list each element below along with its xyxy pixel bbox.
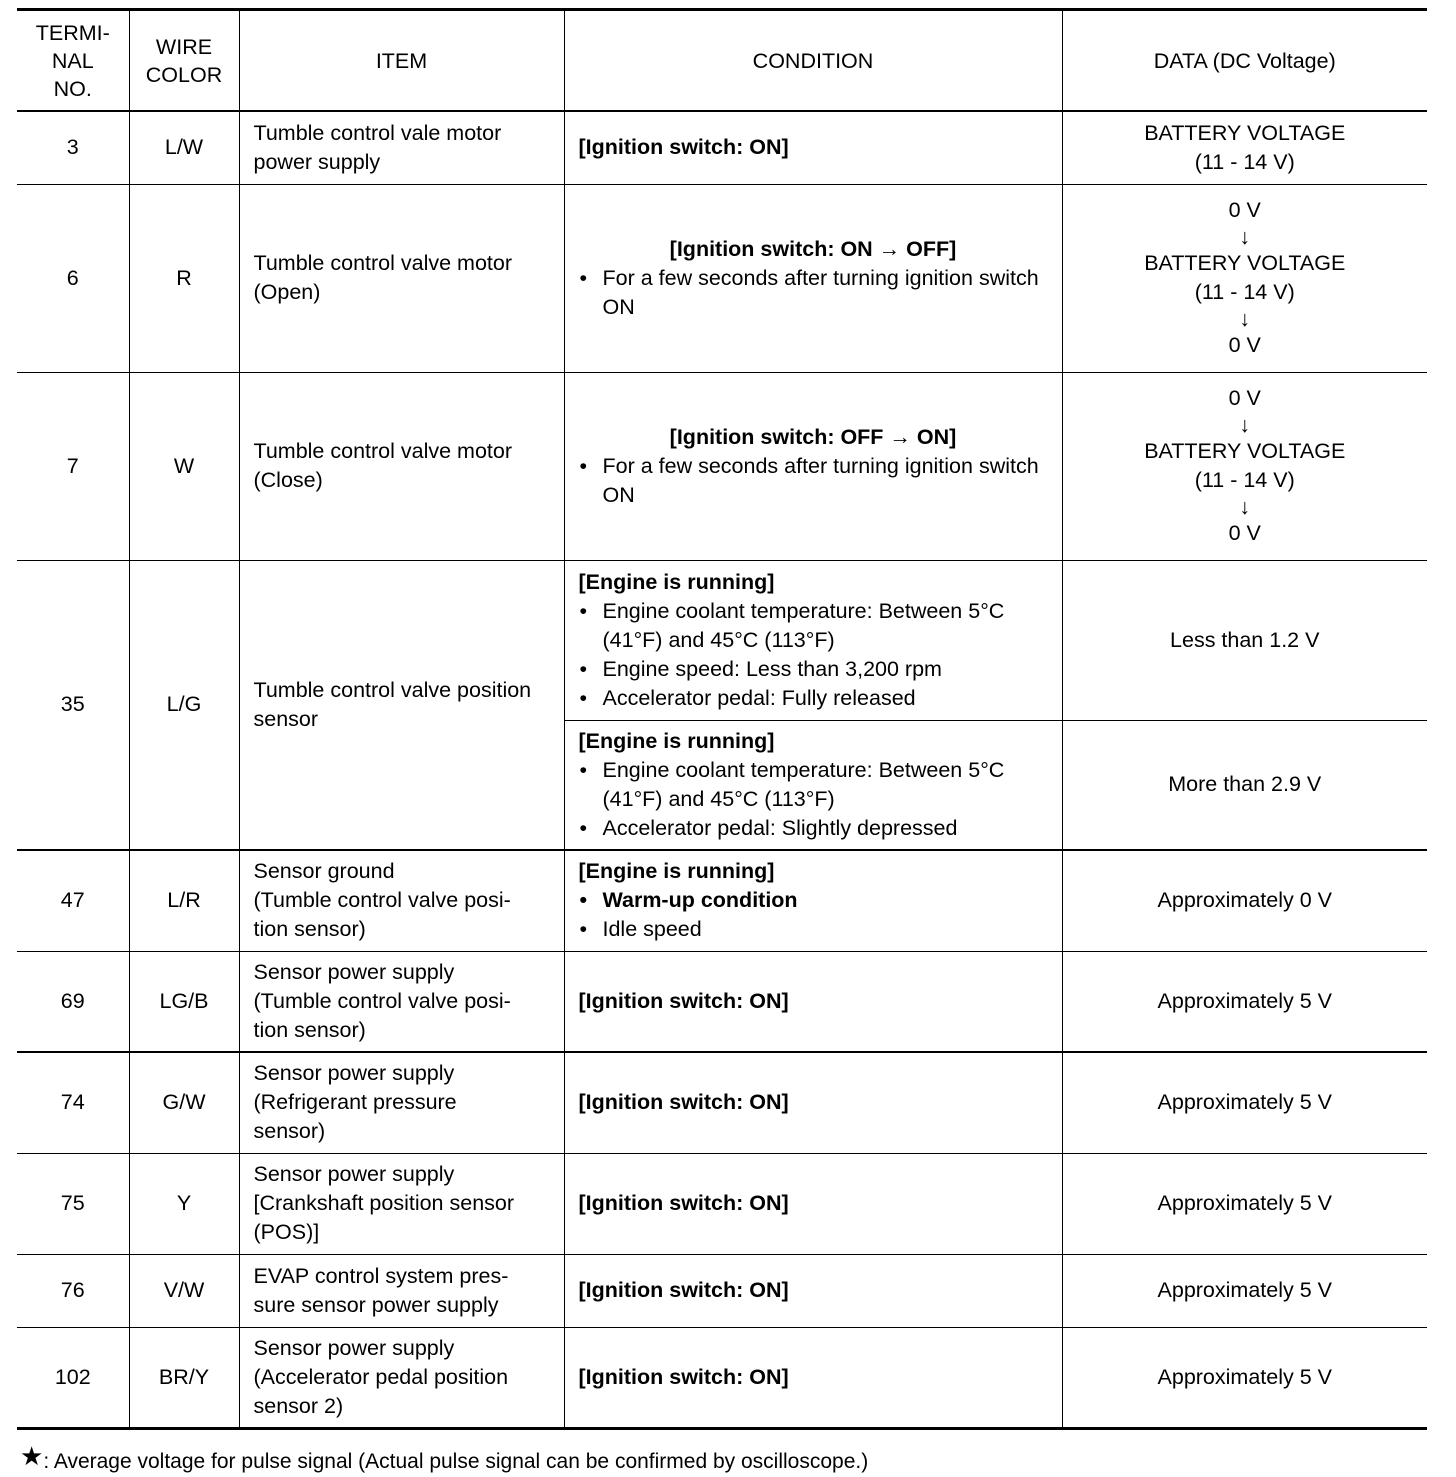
item-cell: Tumble control valve position sensor [239, 560, 564, 850]
terminal-cell: 6 [17, 184, 129, 372]
wire-color-cell: L/R [129, 850, 239, 951]
list-item: • For a few seconds after turning ignition switch ON [579, 264, 1048, 322]
list-item: • Accelerator pedal: Fully released [579, 684, 1048, 713]
condition-list [579, 886, 1048, 944]
condition-cell: [Ignition switch: ON] [564, 111, 1062, 184]
data-cell: Approximately 5 V [1062, 951, 1427, 1052]
data-cell: Approximately 5 V [1062, 1153, 1427, 1254]
item-cell: Sensor power supply (Accelerator pedal position sensor 2) [239, 1327, 564, 1428]
table-row [17, 1153, 1427, 1254]
data-cell: More than 2.9 V [1062, 720, 1427, 850]
terminal-data-table [17, 8, 1427, 1430]
terminal-cell: 7 [17, 372, 129, 560]
wire-color-cell: G/W [129, 1052, 239, 1153]
item-cell: Sensor ground (Tumble control valve posi- tion sensor) [239, 850, 564, 951]
terminal-cell: 102 [17, 1327, 129, 1428]
list-item: • Idle speed [579, 915, 1048, 944]
data-cell: Approximately 5 V [1062, 1254, 1427, 1327]
data-cell: 0 V ↓ BATTERY VOLTAGE (11 - 14 V) ↓ 0 V [1062, 372, 1427, 560]
table-row [17, 850, 1427, 951]
condition-list [579, 452, 1048, 510]
data-cell: 0 V ↓ BATTERY VOLTAGE (11 - 14 V) ↓ 0 V [1062, 184, 1427, 372]
terminal-cell: 75 [17, 1153, 129, 1254]
condition-list [579, 756, 1048, 843]
footnote-text: : Average voltage for pulse signal (Actual pulse signal can be confirmed by oscilloscope.) [43, 1450, 869, 1473]
terminal-cell: 69 [17, 951, 129, 1052]
table-row [17, 560, 1427, 720]
condition-cell: [Ignition switch: ON] [564, 1052, 1062, 1153]
condition-cell: [Ignition switch: ON] [564, 1153, 1062, 1254]
condition-cell: [Engine is running] • Engine coolant temperature: Between 5°C (41°F) and 45°C (113°F) • Accelerator pedal: Slightly depressed [564, 720, 1062, 850]
item-cell: Sensor power supply (Tumble control valve posi- tion sensor) [239, 951, 564, 1052]
list-item: • Engine speed: Less than 3,200 rpm [579, 655, 1048, 684]
data-cell: Approximately 0 V [1062, 850, 1427, 951]
item-cell: Sensor power supply (Refrigerant pressure sensor) [239, 1052, 564, 1153]
wire-color-cell: W [129, 372, 239, 560]
table-row [17, 1254, 1427, 1327]
table-row [17, 1327, 1427, 1428]
wire-color-cell: R [129, 184, 239, 372]
wire-color-cell: LG/B [129, 951, 239, 1052]
data-cell: Approximately 5 V [1062, 1327, 1427, 1428]
condition-cell: [Engine is running] • Warm-up condition • Idle speed [564, 850, 1062, 951]
star-icon: ★ [20, 1441, 44, 1471]
terminal-cell: 76 [17, 1254, 129, 1327]
header-terminal-no: TERMI- NAL NO. [17, 10, 129, 112]
condition-cell: [Ignition switch: OFF → ON] • For a few seconds after turning ignition switch ON [564, 372, 1062, 560]
item-cell: Tumble control valve motor (Close) [239, 372, 564, 560]
wire-color-cell: L/G [129, 560, 239, 850]
data-cell: BATTERY VOLTAGE (11 - 14 V) [1062, 111, 1427, 184]
terminal-cell: 47 [17, 850, 129, 951]
terminal-cell: 74 [17, 1052, 129, 1153]
header-data: DATA (DC Voltage) [1062, 10, 1427, 112]
header-item: ITEM [239, 10, 564, 112]
footnote [20, 1441, 868, 1477]
wire-color-cell: BR/Y [129, 1327, 239, 1428]
terminal-cell: 35 [17, 560, 129, 850]
arrow-down-icon: ↓ [1239, 413, 1251, 437]
condition-list [579, 597, 1048, 713]
header-condition: CONDITION [564, 10, 1062, 112]
table-row [17, 184, 1427, 372]
item-cell: EVAP control system pres- sure sensor power supply [239, 1254, 564, 1327]
item-cell: Sensor power supply [Crankshaft position sensor (POS)] [239, 1153, 564, 1254]
list-item: • Engine coolant temperature: Between 5°C (41°F) and 45°C (113°F) [579, 597, 1048, 655]
header-wire-color: WIRE COLOR [129, 10, 239, 112]
item-cell: Tumble control vale motor power supply [239, 111, 564, 184]
table-row [17, 951, 1427, 1052]
item-cell: Tumble control valve motor (Open) [239, 184, 564, 372]
condition-cell: [Ignition switch: ON] [564, 1327, 1062, 1428]
condition-cell: [Ignition switch: ON → OFF] • For a few seconds after turning ignition switch ON [564, 184, 1062, 372]
terminal-cell: 3 [17, 111, 129, 184]
list-item: • For a few seconds after turning ignition switch ON [579, 452, 1048, 510]
header-row [17, 10, 1427, 112]
table-row [17, 1052, 1427, 1153]
condition-list [579, 264, 1048, 322]
arrow-down-icon: ↓ [1239, 495, 1251, 519]
wire-color-cell: V/W [129, 1254, 239, 1327]
wire-color-cell: Y [129, 1153, 239, 1254]
condition-cell: [Engine is running] • Engine coolant temperature: Between 5°C (41°F) and 45°C (113°F) • Engine speed: Less than 3,200 rpm • Accelerator pedal: Fully released [564, 560, 1062, 720]
condition-cell: [Ignition switch: ON] [564, 1254, 1062, 1327]
condition-cell: [Ignition switch: ON] [564, 951, 1062, 1052]
list-item: • Engine coolant temperature: Between 5°C (41°F) and 45°C (113°F) [579, 756, 1048, 814]
data-cell: Approximately 5 V [1062, 1052, 1427, 1153]
list-item: • Accelerator pedal: Slightly depressed [579, 814, 1048, 843]
data-cell: Less than 1.2 V [1062, 560, 1427, 720]
table-row [17, 372, 1427, 560]
wire-color-cell: L/W [129, 111, 239, 184]
list-item: • Warm-up condition [579, 886, 1048, 915]
table-row [17, 111, 1427, 184]
arrow-down-icon: ↓ [1239, 307, 1251, 331]
arrow-down-icon: ↓ [1239, 225, 1251, 249]
